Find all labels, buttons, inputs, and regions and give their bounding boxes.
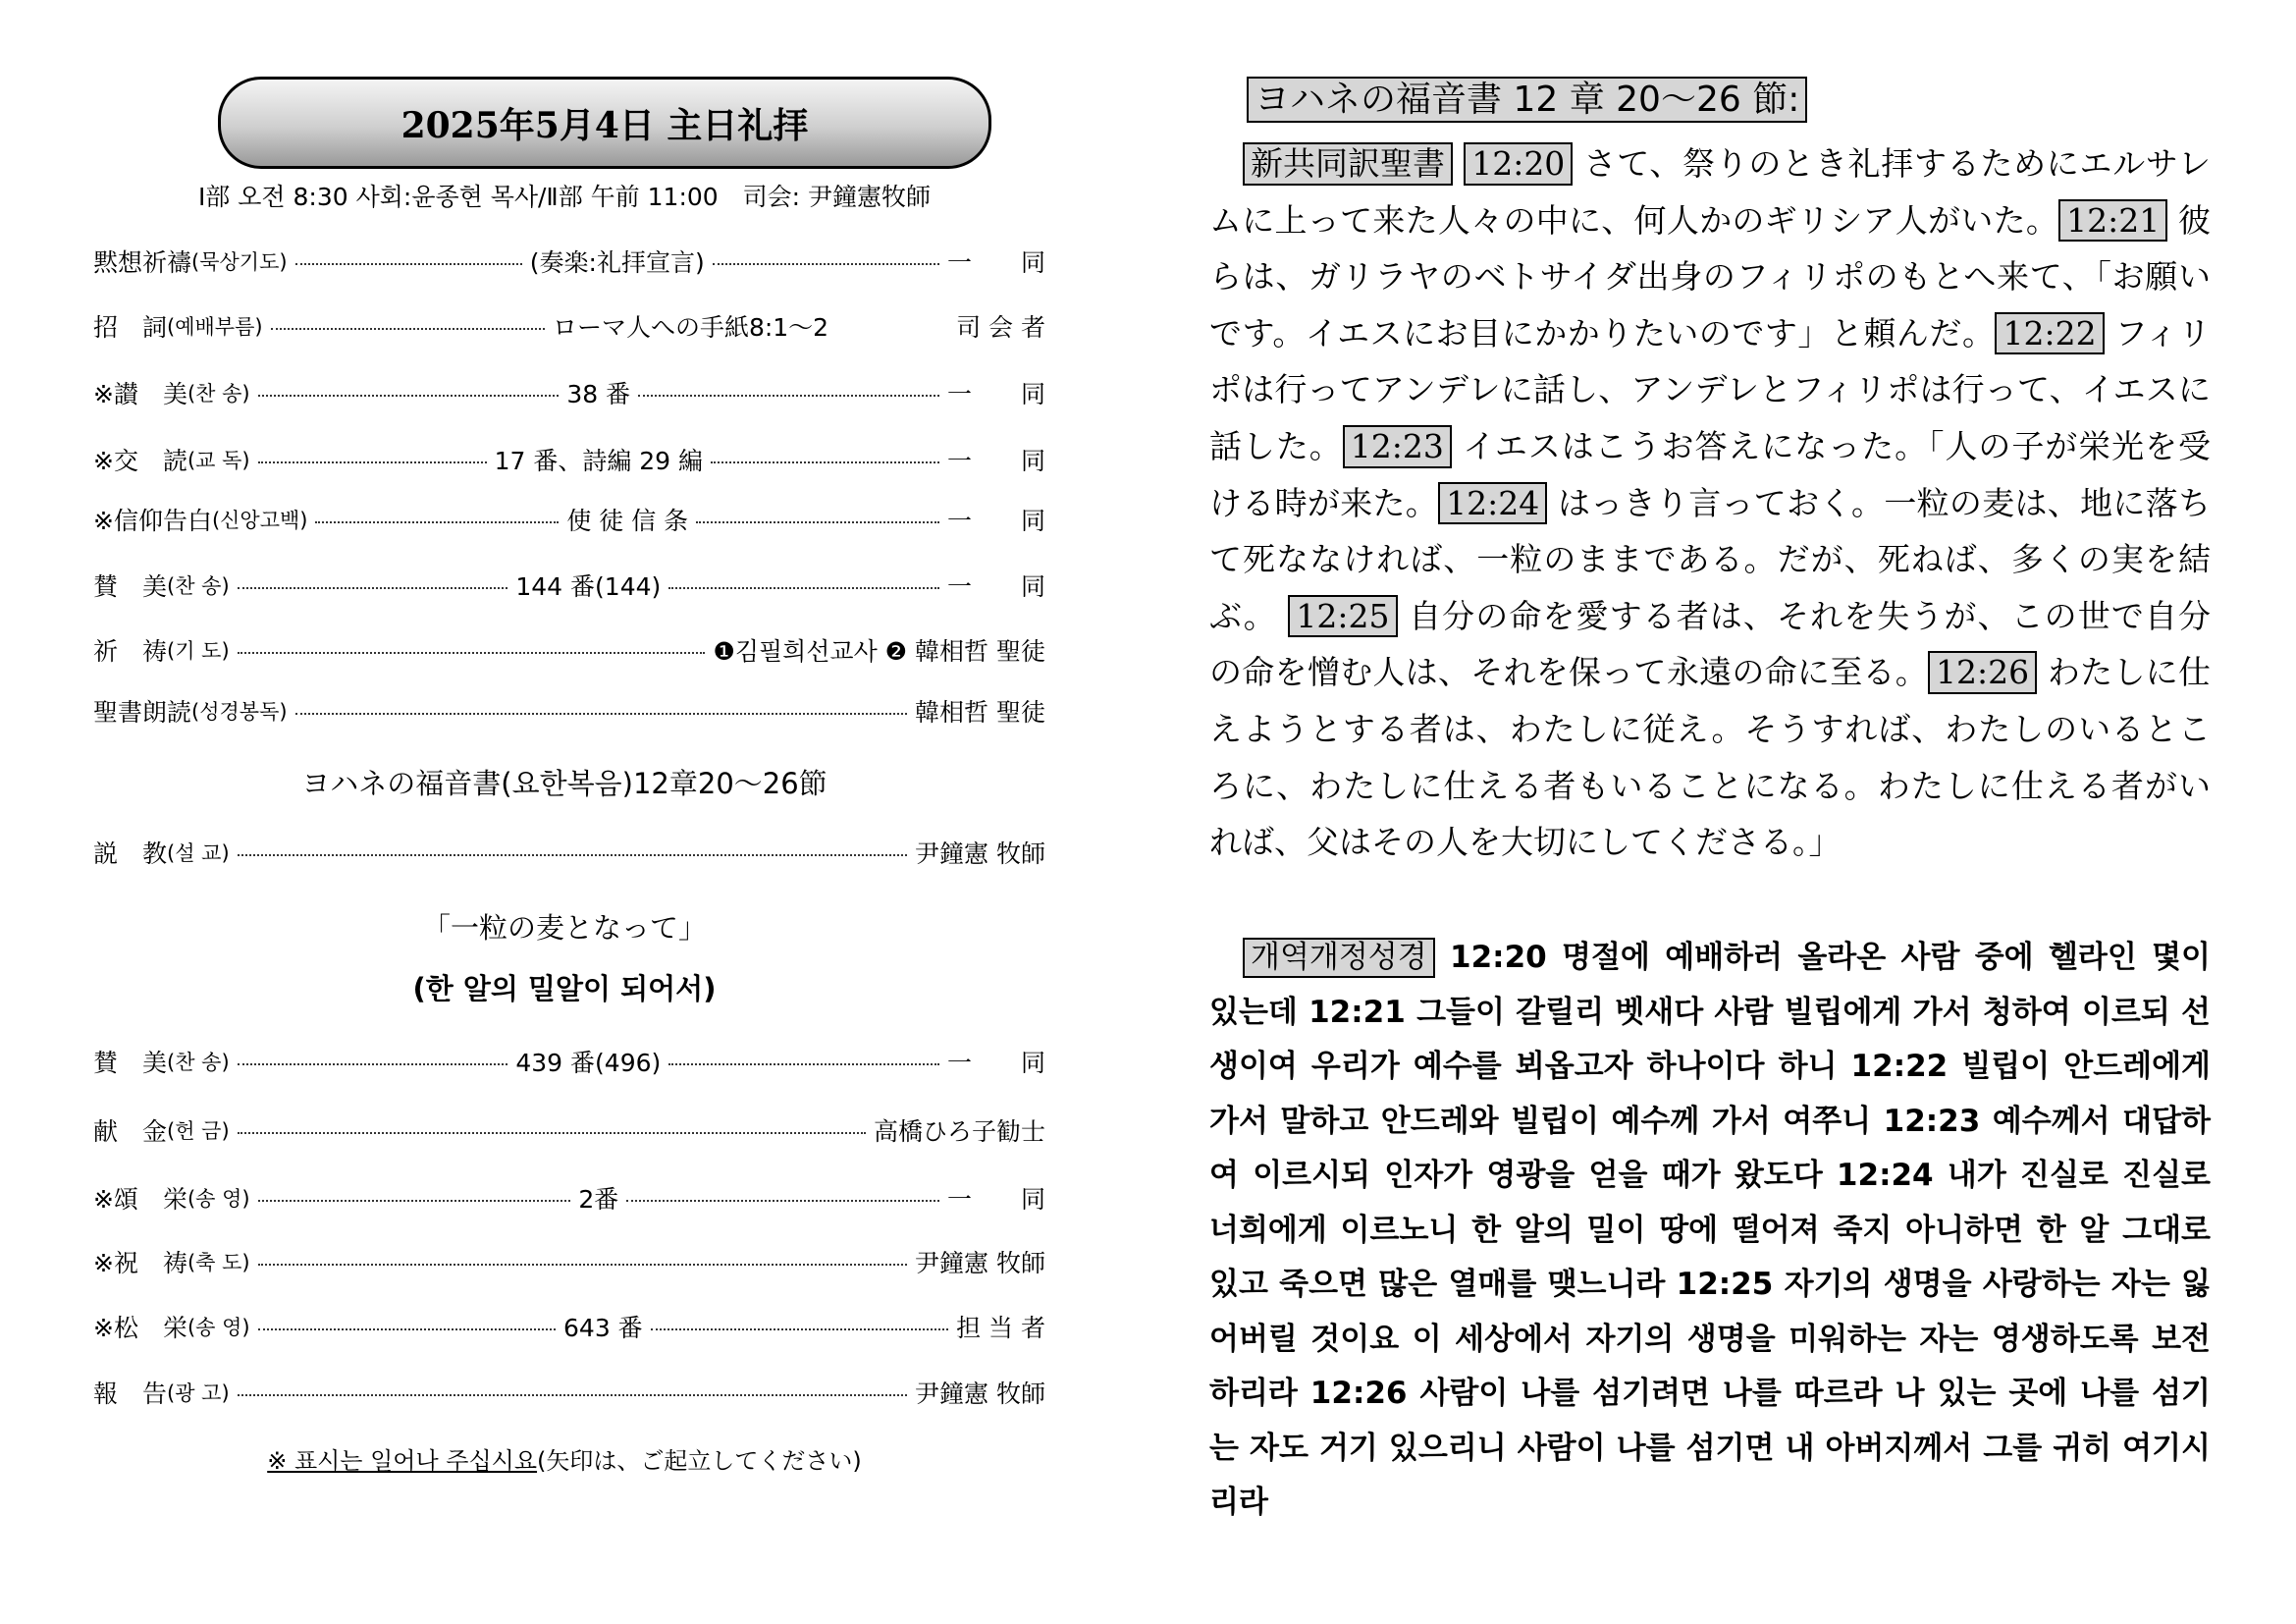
row-person: 尹鐘憲 牧師 [915, 839, 1045, 868]
row-value: 439 番(496) [515, 1049, 662, 1077]
row-label-kr: (송 영) [187, 1316, 250, 1339]
dot-leader [238, 1394, 907, 1396]
kr-passage [1209, 931, 2211, 1531]
row-label: ※交 読 [93, 447, 187, 475]
dot-leader [258, 1328, 556, 1330]
order-row [93, 440, 1045, 479]
dot-leader [295, 713, 908, 715]
order-row [93, 691, 1045, 731]
row-label-kr: (광 고) [167, 1381, 230, 1405]
row-label: ※信仰告白 [93, 507, 212, 535]
verse-ref: 12:26 [1928, 651, 2037, 694]
dot-leader [711, 461, 939, 463]
verse-text: さて、祭りのとき礼拝するためにエルサレムに上って来た人々の中に、何人かのギリシア人がいた。 [1209, 144, 2211, 240]
order-row-sermon [93, 833, 1045, 872]
dot-leader [668, 587, 939, 589]
dot-leader [315, 521, 559, 523]
order-row [93, 1110, 1045, 1150]
row-label-kr: (찬 송) [187, 382, 250, 406]
row-person: 高橋ひろ子勧士 [873, 1117, 1045, 1146]
row-value: 144 番(144) [515, 572, 662, 601]
standing-note-jp: (矢印は、ご起立してください) [537, 1447, 862, 1475]
order-row [93, 242, 1045, 281]
order-row [93, 373, 1045, 412]
row-label-kr: (성경봉독) [191, 700, 288, 724]
dot-leader [271, 328, 545, 330]
row-label-kr: (찬 송) [167, 574, 230, 598]
row-label: 献 金 [93, 1117, 168, 1146]
order-row [93, 306, 1045, 346]
row-label: 黙想祈禱 [93, 248, 192, 277]
row-label-kr: (예배부름) [167, 315, 263, 339]
dot-leader [258, 1264, 907, 1266]
dot-leader [258, 395, 560, 397]
row-value: 17 番、詩編 29 編 [494, 447, 704, 475]
row-label-kr: (묵상기도) [191, 250, 288, 274]
row-person: 一 同 [947, 447, 1046, 475]
scripture-reference: ヨハネの福音書(요한복음)12章20～26節 [301, 767, 828, 800]
row-label-kr: (축 도) [187, 1251, 250, 1274]
order-row [93, 1373, 1045, 1412]
row-person: 尹鐘憲 牧師 [915, 1380, 1045, 1408]
standing-note [93, 1441, 1036, 1476]
row-value: (奏楽:礼拝宣言) [529, 248, 705, 277]
row-label-kr: (신앙고백) [211, 509, 308, 532]
row-label: 報 告 [93, 1380, 168, 1408]
order-row [93, 1307, 1045, 1346]
version-label-kr: 개역개정성경 [1243, 938, 1435, 978]
order-row [93, 1242, 1045, 1281]
row-label: 賛 美 [93, 1049, 168, 1077]
dot-leader [626, 1200, 939, 1202]
order-row [93, 566, 1045, 605]
row-label: 賛 美 [93, 572, 168, 601]
row-value: 使 徒 信 条 [566, 507, 689, 535]
order-row [93, 1042, 1045, 1081]
verse-ref: 12:20 [1464, 142, 1573, 186]
verse-ref: 12:21 [2058, 199, 2167, 243]
row-value: 643 番 [563, 1314, 643, 1342]
verse-text: フィリポは行ってアンデレに話し、アンデレとフィリポは行って、イエスに話した。 [1209, 313, 2211, 465]
verse-text: イエスはこうお答えになった。「人の子が栄光を受ける時が来た。 [1209, 426, 2211, 522]
dot-leader [238, 652, 706, 654]
row-label: 招 詞 [93, 313, 168, 342]
row-label-kr: (찬 송) [167, 1051, 230, 1074]
jp-passage [1209, 135, 2211, 871]
row-person: 担 当 者 [956, 1314, 1046, 1342]
dot-leader [295, 263, 522, 265]
row-person: 一 同 [947, 1185, 1046, 1214]
row-person: 一 同 [946, 572, 1045, 601]
page-title: 2025年5月4日 主日礼拝 [218, 77, 991, 169]
row-value: 2番 [578, 1185, 619, 1214]
row-person: 韓相哲 聖徒 [915, 698, 1045, 727]
row-label: 説 教 [93, 839, 168, 868]
dot-leader [258, 461, 487, 463]
row-person: ❶김필희선교사 ❷ 韓相哲 聖徒 [713, 637, 1045, 666]
row-label-kr: (설 교) [167, 841, 230, 865]
row-label-kr: (송 영) [187, 1187, 250, 1211]
verse-ref: 12:23 [1343, 425, 1452, 468]
order-row [93, 630, 1045, 670]
dot-leader [238, 587, 508, 589]
verse-text: 自分の命を愛する者は、それを失うが、この世で自分の命を憎む人は、それを保って永遠の命に至る。 [1209, 596, 2211, 692]
dot-leader [238, 1132, 866, 1134]
row-label: ※頌 栄 [93, 1185, 187, 1214]
sermon-title-jp: 「一粒の麦となって」 [421, 911, 707, 945]
row-person: 尹鐘憲 牧師 [915, 1249, 1045, 1277]
row-person: 一 同 [946, 380, 1045, 408]
row-label: 祈 祷 [93, 637, 168, 666]
dot-leader [651, 1328, 948, 1330]
row-person: 一 同 [946, 507, 1045, 535]
verse-text: 彼らは、ガリラヤのベトサイダ出身のフィリポのもとへ来て、「お願いです。イエスにお目にかかりたいのです」と頼んだ。 [1209, 200, 2211, 352]
row-label: ※松 栄 [93, 1314, 187, 1342]
row-label-kr: (헌 금) [167, 1119, 230, 1143]
dot-leader [238, 854, 907, 856]
dot-leader [238, 1063, 508, 1065]
row-value: ローマ人への手紙8:1～2 [552, 313, 829, 342]
verse-ref: 12:24 [1438, 482, 1547, 525]
dot-leader [668, 1063, 939, 1065]
row-value: 38 番 [566, 380, 631, 408]
dot-leader [638, 395, 939, 397]
sermon-title-kr: (한 알의 밀알이 되어서) [412, 972, 717, 1005]
row-label: ※祝 祷 [93, 1249, 187, 1277]
row-label-kr: (기 도) [167, 639, 230, 663]
service-leaders: Ⅰ部 오전 8:30 사회:윤종현 목사/Ⅱ部 午前 11:00 司会: 尹鐘憲牧師 [197, 183, 932, 211]
standing-note-kr: ※ 표시는 일어나 주십시요 [267, 1447, 538, 1475]
verse-text: はっきり言っておく。一粒の麦は、地に落ちて死ななければ、一粒のままである。だが、死ねば、多くの実を結ぶ。 [1209, 483, 2212, 635]
verse-ref: 12:22 [1995, 312, 2104, 355]
row-person: 司 会 者 [956, 313, 1045, 342]
kr-passage-text: 12:20 명절에 예배하러 올라온 사람 중에 헬라인 몇이 있는데 12:21 그들이 갈릴리 벳새다 사람 빌립에게 가서 청하여 이르되 선생이여 우리가 예수를 뵈옵고자 하나이다 하니 12:22 빌립이 안드레에게 가서 말하고 안드레와 빌립이 예수께 가서 여쭈니 12:23 예수께서 대답하여 이르시되 인자가 영광을 얻을 때가 왔도다 12:24 내가 진실로 진실로 너희에게 이르노니 한 알의 밀이 땅에 떨어져 죽지 아니하면 한 알 그대로 있고 죽으면 많은 열매를 맺느니라 12:25 자기의 생명을 사랑하는 자는 잃어버릴 것이요 이 세상에서 자기의 생명을 미워하는 자는 영생하도록 보전하리라 12:26 사람이 나를 섬기려면 나를 따르라 나 있는 곳에 나를 섬기는 자도 거기 있으리니 사람이 나를 섬기면 내 아버지께서 그를 귀히 여기시리라 [1209, 940, 2212, 1520]
verse-ref: 12:25 [1288, 595, 1397, 638]
jp-passage-heading: ヨハネの福音書 12 章 20～26 節: [1247, 77, 1807, 123]
row-label: 聖書朗読 [93, 698, 192, 727]
dot-leader [713, 263, 939, 265]
row-label: ※讃 美 [93, 380, 187, 408]
row-person: 一 同 [946, 248, 1045, 277]
order-row [93, 500, 1045, 539]
order-row [93, 1178, 1045, 1218]
row-person: 一 同 [946, 1049, 1045, 1077]
version-label-jp: 新共同訳聖書 [1243, 142, 1453, 186]
verse-text: わたしに仕えようとする者は、わたしに従え。そうすれば、わたしのいるところに、わたしに仕える者もいることになる。わたしに仕える者がいれば、父はその人を大切にしてくださる。」 [1209, 653, 2212, 862]
row-label-kr: (교 독) [187, 449, 250, 472]
dot-leader [258, 1200, 571, 1202]
dot-leader [696, 521, 939, 523]
